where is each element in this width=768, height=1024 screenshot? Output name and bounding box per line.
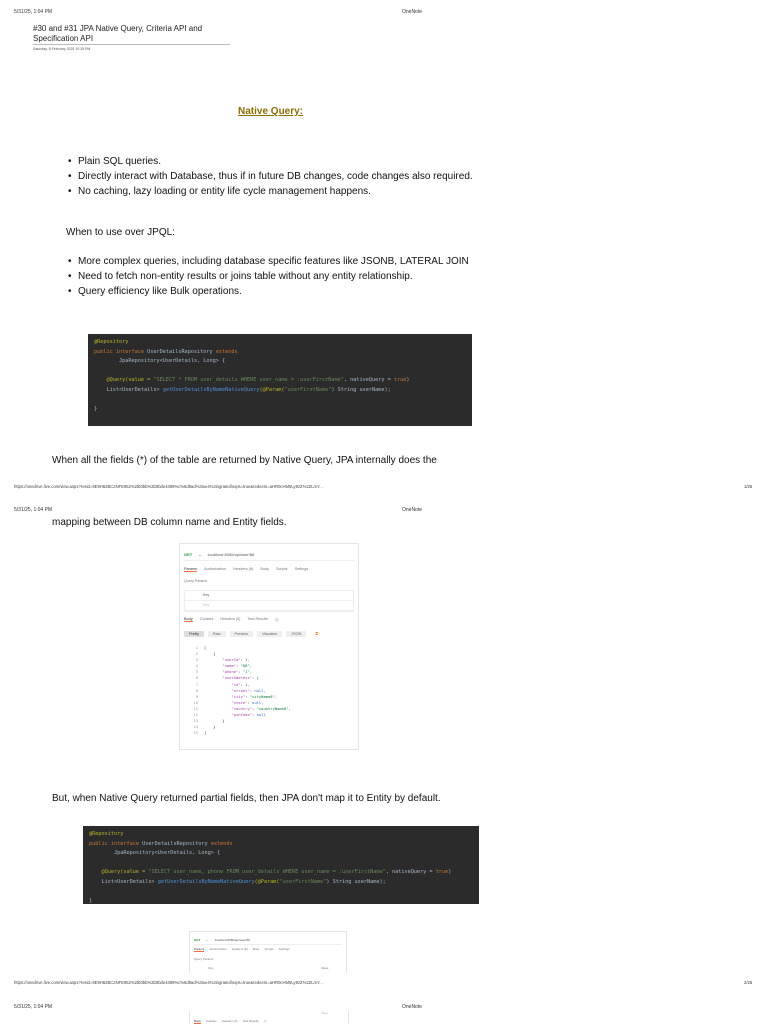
key-header: Key xyxy=(208,966,214,970)
tab-response-body[interactable]: Body xyxy=(194,1019,201,1023)
chevron-down-icon: ⌄ xyxy=(198,551,202,557)
response-json xyxy=(184,645,354,736)
title-divider xyxy=(33,44,230,45)
clock-icon: ◷ xyxy=(263,1019,267,1023)
method-select[interactable]: GET xyxy=(194,938,201,942)
tab-body[interactable]: Body xyxy=(260,567,269,571)
postman-screenshot-continued xyxy=(189,1011,349,1024)
code-snippet-partial-select: @Repository public interface UserDetailsRepository extends JpaRepository<UserDetails, Long> { @Query(value = "SELECT user_name, phone FROM user_details WHERE user_name = :userFirstName", nativeQuery = true) List<UserDetails> getUserDetailsByNameNativeQuery(@Param("userFirstName") String userName); } xyxy=(83,826,479,904)
raw-button[interactable]: Raw xyxy=(208,631,226,637)
tab-authorization[interactable]: Authorization xyxy=(204,567,227,571)
tab-cookies[interactable]: Cookies xyxy=(199,617,214,621)
note-title-line1: #30 and #31 JPA Native Query, Criteria API and xyxy=(33,24,203,33)
response-tabs xyxy=(194,1019,267,1024)
note-date: Saturday, 8 February 2025 10:25 PM xyxy=(33,47,91,51)
tab-headers[interactable]: Headers (8) xyxy=(231,947,248,951)
tab-scripts[interactable]: Scripts xyxy=(275,567,288,571)
list-item: • Query efficiency like Bulk operations. xyxy=(78,284,469,299)
url-field[interactable]: localhost:8080/api/user/88 xyxy=(214,938,250,942)
tab-authorization[interactable]: Authorization xyxy=(209,947,227,951)
view-mode-buttons xyxy=(184,631,323,637)
clock-icon: ◷ xyxy=(275,618,279,622)
json-line: 5 "phone": "1", xyxy=(195,669,253,675)
print-footer-url: https://onedrive.live.com/view.aspx?resid=9E9H62BC2NFE852%2tb0bb%2b0bde4399%c%6d9ad%3Ixe4%3ingrated/sxps=true&redeem=aHR0cHM6Ly9zZ%2ZLmY... xyxy=(14,980,323,985)
params-table xyxy=(184,590,354,612)
code-snippet-select-all: @Repository public interface UserDetailsRepository extends JpaRepository<UserDetails, Long> { @Query(value = "SELECT * FROM user_details WHERE user_name = :userFirstName", nativeQuery = true) List<UserDetails> getUserDetailsByNameNativeQuery(@Param("userFirstName") String userName); } xyxy=(88,334,472,426)
tab-cookies[interactable]: Cookies xyxy=(205,1019,217,1023)
tab-params[interactable]: Params xyxy=(194,947,205,951)
print-header-app: OneNote xyxy=(402,507,423,513)
print-header-date: 5/31/25, 1:04 PM xyxy=(14,1004,53,1010)
print-footer-page: 1/25 xyxy=(744,484,753,489)
query-params-label: Query Params xyxy=(194,957,214,961)
visualize-button[interactable]: Visualize xyxy=(257,631,282,637)
list-item: • Plain SQL queries. xyxy=(78,154,473,169)
print-header-date: 5/31/25, 1:04 PM xyxy=(14,507,53,513)
print-header-app: OneNote xyxy=(402,1004,423,1010)
json-line: 14 } xyxy=(193,724,216,730)
code-line: @Repository xyxy=(94,339,129,345)
key-header: Key xyxy=(185,591,353,601)
print-footer-url: https://onedrive.live.com/view.aspx?resid=9E9H62BC2NFE852%2tb0bb%2b0bde4399%c%6d9ad%3Ixe4%3ingrated/sxps=true&redeem=aHR0cHM6Ly9zZ%2ZLmY... xyxy=(14,484,323,489)
json-line: 3 "userId": 1, xyxy=(195,657,250,663)
method-select[interactable]: GET xyxy=(184,551,193,557)
characteristics-list xyxy=(66,154,473,199)
json-line: 1 [ xyxy=(195,645,207,650)
tab-response-headers[interactable]: Headers (4) xyxy=(221,1019,238,1023)
request-tabs xyxy=(184,567,308,572)
json-line: 2 { xyxy=(195,651,216,657)
json-line: 4 "name": "88", xyxy=(195,663,253,669)
json-line: 9 "city": "cityName8", xyxy=(195,693,278,699)
tab-settings[interactable]: Settings xyxy=(278,947,290,951)
key-input[interactable]: Key xyxy=(185,601,353,611)
list-item: • More complex queries, including database specific features like JSONB, LATERAL JOIN xyxy=(78,254,469,269)
paragraph-partial-fields: But, when Native Query returned partial fields, then JPA don't map it to Entity by default. xyxy=(52,793,441,804)
json-line: 7 "id": 1, xyxy=(195,681,250,687)
section-heading: Native Query: xyxy=(238,106,304,117)
url-field[interactable]: localhost:8080/api/user/88 xyxy=(207,551,255,557)
tab-body[interactable]: Body xyxy=(252,947,260,951)
filter-icon[interactable]: ⧉ xyxy=(315,632,319,636)
note-title xyxy=(33,24,202,44)
tab-test-results[interactable]: Test Results xyxy=(242,1019,259,1023)
format-select[interactable]: JSON xyxy=(286,631,306,637)
print-footer-page: 2/25 xyxy=(744,980,753,985)
tab-response-body[interactable]: Body xyxy=(184,617,193,621)
preview-button[interactable]: Preview xyxy=(230,631,254,637)
json-line: 12 "pinCode": null xyxy=(193,712,266,718)
value-header: Value xyxy=(321,966,329,970)
tab-headers[interactable]: Headers (8) xyxy=(233,567,254,571)
chevron-down-icon: ⌄ xyxy=(206,938,209,942)
list-item: • Need to fetch non-entity results or joins table without any entity relationship. xyxy=(78,269,469,284)
json-line: 13 } xyxy=(193,718,225,724)
tab-response-headers[interactable]: Headers (5) xyxy=(220,617,241,621)
json-line: 6 "userAddress": { xyxy=(195,675,259,681)
response-tabs xyxy=(184,617,278,622)
postman-screenshot xyxy=(179,543,359,750)
note-title-line2: Specification API xyxy=(33,34,94,43)
request-tabs xyxy=(194,947,290,952)
print-header-date: 5/31/25, 1:04 PM xyxy=(14,9,53,15)
json-line: 8 "street": null, xyxy=(195,687,266,693)
when-list xyxy=(66,254,469,299)
request-bar xyxy=(194,936,342,945)
paragraph-mapping-end: mapping between DB column name and Entity fields. xyxy=(52,517,287,528)
when-heading: When to use over JPQL: xyxy=(66,227,175,238)
list-item: • No caching, lazy loading or entity life cycle management happens. xyxy=(78,184,473,199)
tab-test-results[interactable]: Test Results xyxy=(247,617,269,621)
tab-settings[interactable]: Settings xyxy=(294,567,309,571)
value-placeholder: Value xyxy=(321,1011,329,1015)
request-bar xyxy=(184,548,354,561)
list-item: • Directly interact with Database, thus if in future DB changes, code changes also required. xyxy=(78,169,473,184)
print-header-app: OneNote xyxy=(402,9,423,15)
tab-scripts[interactable]: Scripts xyxy=(264,947,274,951)
json-line: 15 ] xyxy=(193,730,207,736)
json-line: 11 "country": "countryName8", xyxy=(193,705,291,711)
query-params-label: Query Params xyxy=(184,579,208,583)
postman-screenshot-partial xyxy=(189,931,347,973)
tab-params[interactable]: Params xyxy=(184,567,198,571)
json-line: 10 "state": null, xyxy=(193,699,264,705)
paragraph-mapping-start: When all the fields (*) of the table are returned by Native Query, JPA internally does the xyxy=(52,455,437,466)
pretty-button[interactable]: Pretty xyxy=(184,631,204,637)
